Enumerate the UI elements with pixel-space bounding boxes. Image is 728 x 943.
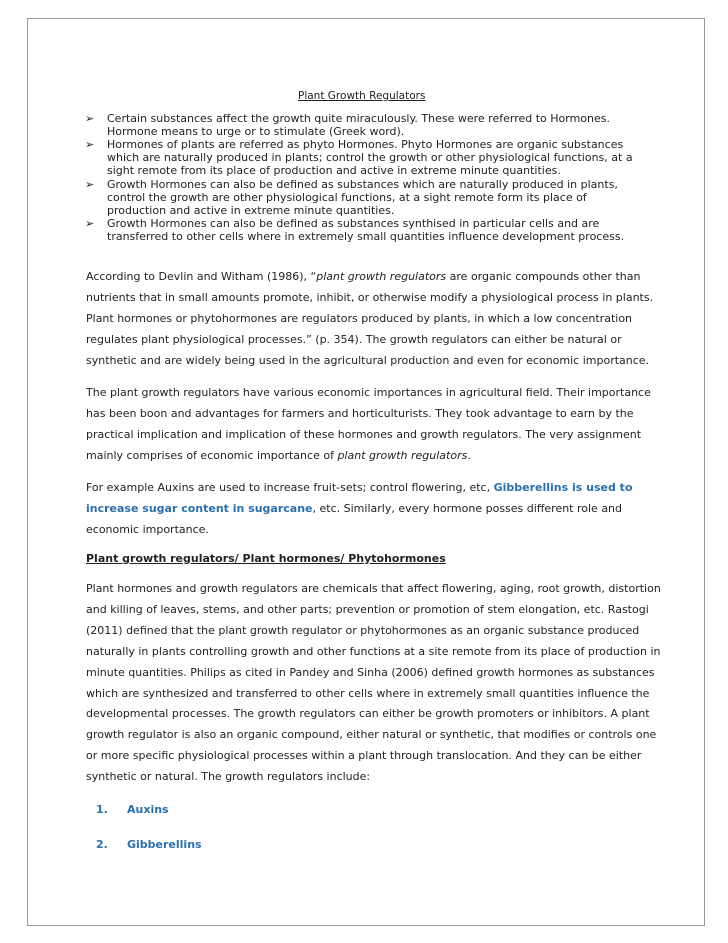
bullet-item — [85, 112, 647, 139]
paragraph-devlin-witham: According to Devlin and Witham (1986), “plant growth regulators are organic compounds other than nutrients that in small amounts promote, inhibit, or otherwise modify a physiological process in plants. Plant hormones or phytohormones are regulators produced by plants, in which a low concentration regulates plant physiological processes.” (p. 354). The growth regulators can either be natural or synthetic and are widely being used in the agricultural production and even for economic importance. — [86, 270, 654, 367]
list-number: 2. — [96, 838, 108, 851]
bullet-item — [85, 178, 647, 218]
bullet-text: Growth Hormones can also be defined as substances which are naturally produced in plants, control the growth are other physiological functions, at a sight remote form its place of production and active in extreme minute quantities. — [107, 178, 618, 218]
list-number: 1. — [96, 803, 108, 816]
highlighted-text: Gibberellins is used to increase sugar content in sugarcane — [86, 481, 633, 515]
list-label: Auxins — [127, 803, 169, 816]
paragraph-economic-importance: The plant growth regulators have various economic importances in agricultural field. Their importance has been boon and advantages for farmers and horticulturists. They took advantage to earn by the practical implication and implication of these hormones and growth regulators. The very assignment mainly comprises of economic importance of plant growth regulators. — [86, 386, 651, 462]
arrow-bullet-icon: ➢ — [85, 217, 95, 230]
emphasis-text: plant growth regulators — [316, 270, 447, 283]
list-label: Gibberellins — [127, 838, 202, 851]
arrow-bullet-icon: ➢ — [85, 178, 95, 191]
list-item — [96, 803, 169, 816]
section-heading: Plant growth regulators/ Plant hormones/ Phytohormones — [86, 552, 446, 565]
arrow-bullet-icon: ➢ — [85, 138, 95, 151]
arrow-bullet-icon: ➢ — [85, 112, 95, 125]
page-title: Plant Growth Regulators — [298, 90, 426, 102]
bullet-text: Hormones of plants are referred as phyto Hormones. Phyto Hormones are organic substances which are naturally produced in plants; control the growth or other physiological functions, at a sight remote from its place of production and active in extreme minute quantities. — [107, 138, 633, 178]
emphasis-text: plant growth regulators — [337, 448, 468, 462]
paragraph-example: For example Auxins are used to increase fruit-sets; control flowering, etc, Gibberellins is used to increase sugar content in sugarcane, etc. Similarly, every hormone posses different role and economic importance. — [86, 481, 633, 536]
bullet-item — [85, 138, 647, 178]
paragraph-definitions: Plant hormones and growth regulators are chemicals that affect flowering, aging, root growth, distortion and killing of leaves, stems, and other parts; prevention or promotion of stem elongation, etc. Rastogi (2011) defined that the plant growth regulator or phytohormones as an organic substance produced naturally in plants controlling growth and other functions at a site remote from its place of production in minute quantities. Philips as cited in Pandey and Sinha (2006) defined growth hormones as substances which are synthesized and transferred to other cells where in extremely small quantities influence the developmental processes. The growth regulators can either be growth promoters or inhibitors. A plant growth regulator is also an organic compound, either natural or synthetic, that modifies or controls one or more specific physiological processes within a plant through translocation. And they can be either synthetic or natural. The growth regulators include: — [86, 582, 661, 784]
bullet-text: Certain substances affect the growth quite miraculously. These were referred to Hormones. Hormone means to urge or to stimulate (Greek word). — [107, 112, 611, 139]
list-item — [96, 838, 202, 851]
bullet-text: Growth Hormones can also be defined as substances synthised in particular cells and are transferred to other cells where in extremely small quantities influence development process. — [107, 217, 625, 244]
bullet-item — [85, 217, 647, 244]
